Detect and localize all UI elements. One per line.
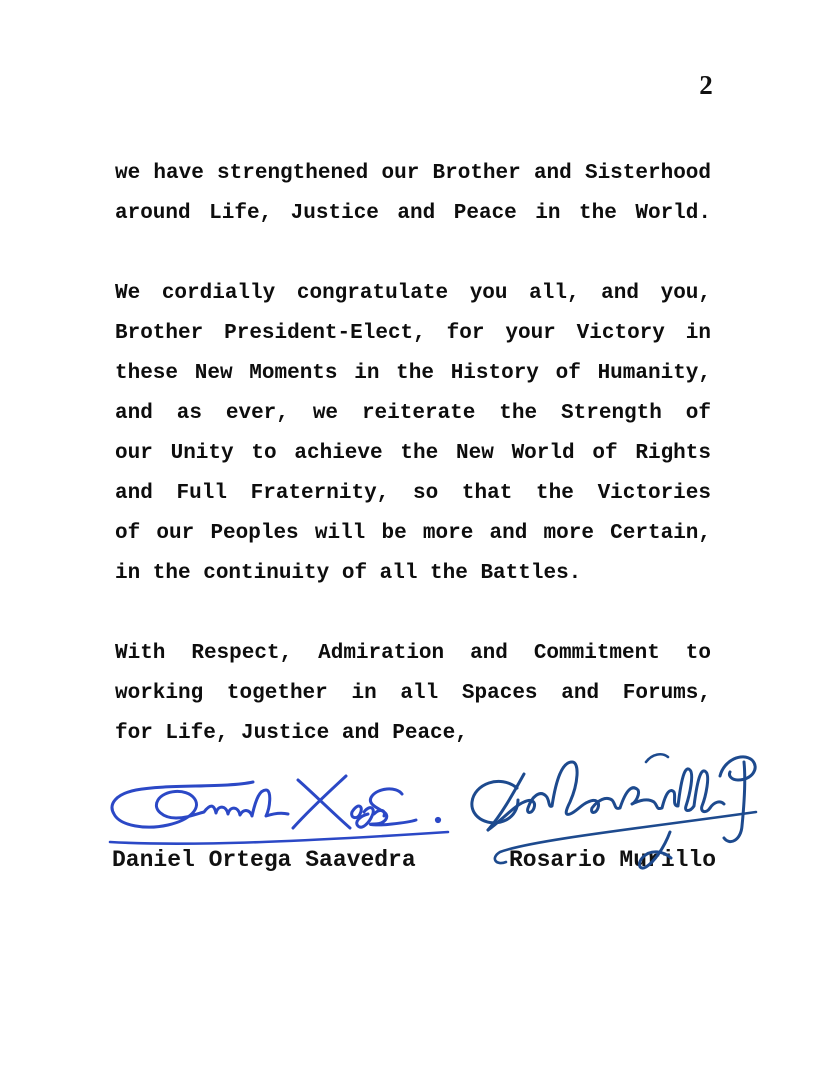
text-line: our Unity to achieve the New World of Rights bbox=[115, 442, 711, 465]
text-line: Brother President-Elect, for your Victory in bbox=[115, 322, 711, 345]
signer-name-rosario-murillo: Rosario Murillo bbox=[509, 847, 717, 873]
daniel-ortega-signature-icon bbox=[106, 768, 451, 848]
text-line: working together in all Spaces and Forums, bbox=[115, 682, 711, 705]
text-line: we have strengthened our Brother and Sisterhood bbox=[115, 162, 711, 185]
paragraph-1 bbox=[115, 154, 711, 234]
text-line: and as ever, we reiterate the Strength of bbox=[115, 402, 711, 425]
paragraph-3 bbox=[115, 634, 711, 754]
text-line: around Life, Justice and Peace in the World. bbox=[115, 202, 711, 225]
text-line: these New Moments in the History of Humanity, bbox=[115, 362, 711, 385]
text-line: With Respect, Admiration and Commitment to bbox=[115, 642, 711, 665]
page-number: 2 bbox=[699, 70, 713, 100]
paragraph-2 bbox=[115, 274, 711, 594]
text-line: of our Peoples will be more and more Certain, bbox=[115, 522, 711, 545]
signer-name-daniel-ortega: Daniel Ortega Saavedra bbox=[112, 847, 416, 873]
text-line: and Full Fraternity, so that the Victories bbox=[115, 482, 711, 505]
text-line: We cordially congratulate you all, and you, bbox=[115, 282, 711, 305]
text-line: for Life, Justice and Peace, bbox=[115, 722, 468, 745]
text-line: in the continuity of all the Battles. bbox=[115, 562, 582, 585]
letter-body bbox=[115, 154, 711, 754]
